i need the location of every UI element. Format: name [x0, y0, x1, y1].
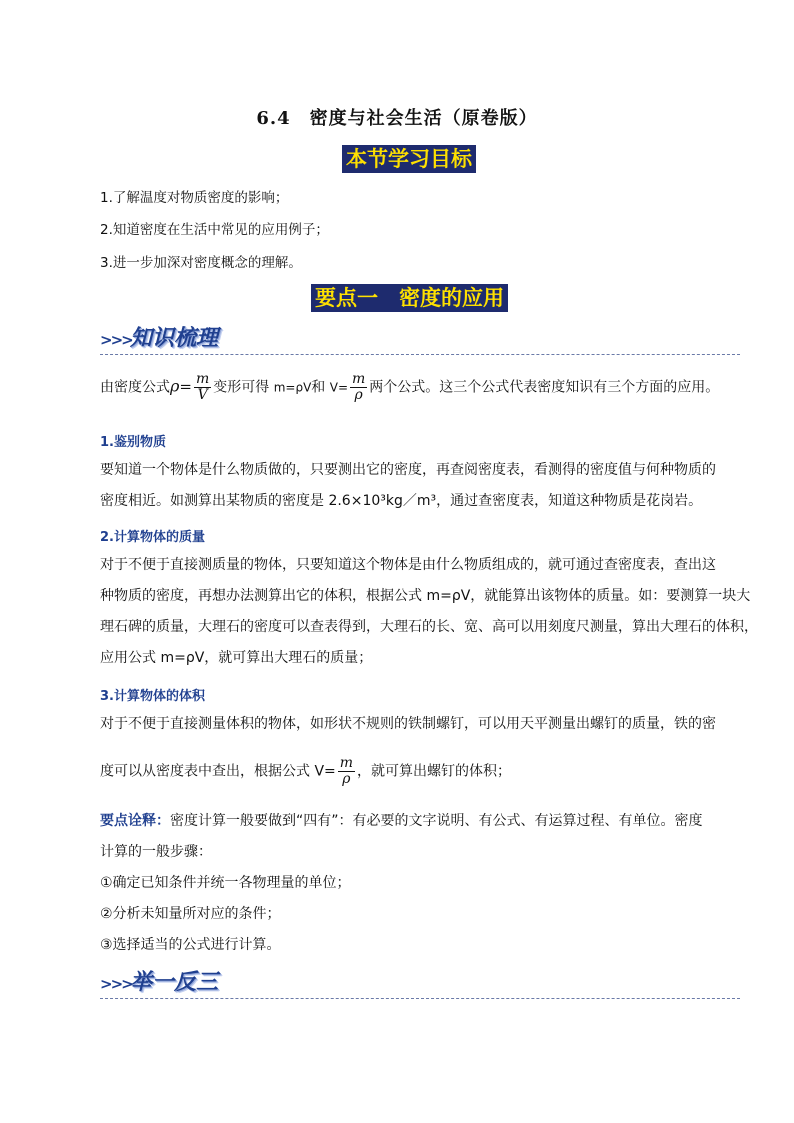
heading-calc-mass: 2.计算物体的质量	[100, 530, 205, 545]
triple-arrow-icon: >>>	[100, 331, 132, 349]
line-suffix: ，就可算出螺钉的体积；	[357, 763, 512, 780]
paragraph-calc-mass	[100, 550, 758, 674]
key-notes-label: 要点诠释：	[100, 813, 170, 829]
denominator: V	[197, 387, 208, 403]
examples-section-header	[100, 964, 740, 999]
step-item: ②分析未知量所对应的条件；	[100, 906, 281, 922]
step-item: ①确定已知条件并统一各物理量的单位；	[100, 875, 351, 891]
numerator: m	[339, 755, 354, 771]
learning-goals-banner: 本节学习目标	[342, 145, 476, 173]
paragraph-line: 密度相近。如测算出某物质的密度是 2.6×10³kg／m³，通过查密度表，知道这种物质是花岗岩。	[100, 493, 703, 509]
key-notes	[100, 806, 730, 961]
line-prefix: 度可以从密度表中查出，根据公式 V=	[100, 763, 336, 780]
heading-identify-substance: 1.鉴别物质	[100, 435, 166, 450]
heading-calc-volume: 3.计算物体的体积	[100, 689, 205, 704]
goal-item: 2.知道密度在生活中常见的应用例子；	[100, 222, 329, 238]
triple-arrow-icon: >>>	[100, 975, 132, 993]
paragraph-identify	[100, 455, 730, 517]
paragraph-line: 种物质的密度，再想办法测算出它的体积，根据公式 m=ρV，就能算出该物体的质量。如：要测算一块大	[100, 588, 751, 604]
formula-volume-lhs: V=	[329, 380, 349, 395]
denominator: ρ	[354, 387, 363, 403]
numerator: m	[195, 371, 210, 387]
formula-mass: m=ρV	[273, 380, 312, 395]
step-item: ③选择适当的公式进行计算。	[100, 937, 281, 953]
intro-suffix: 两个公式。这三个公式代表密度知识有三个方面的应用。	[369, 379, 720, 396]
paragraph-calc-volume-line2	[100, 756, 511, 787]
goal-item: 3.进一步加深对密度概念的理解。	[100, 255, 302, 271]
knowledge-section-header	[100, 320, 740, 355]
intro-and: 和	[311, 379, 326, 396]
key-notes-text: 密度计算一般要做到“四有”：有必要的文字说明、有公式、有运算过程、有单位。密度	[170, 813, 703, 829]
paragraph-line: 计算的一般步骤：	[100, 844, 212, 860]
fraction-m-over-rho	[350, 372, 367, 403]
rho-symbol: ρ	[170, 376, 180, 396]
section-title: 举一反三	[130, 969, 219, 995]
key-point-banner: 要点一 密度的应用	[311, 284, 508, 312]
paragraph-calc-volume-line1: 对于不便于直接测量体积的物体，如形状不规则的铁制螺钉，可以用天平测量出螺钉的质量，铁的密	[100, 716, 716, 732]
paragraph-line: 要知道一个物体是什么物质做的，只要测出它的密度，再查阅密度表，看测得的密度值与何种物质的	[100, 462, 716, 478]
fraction-m-over-rho	[338, 756, 355, 787]
key-notes-line1	[100, 806, 730, 837]
paragraph-line: 应用公式 m=ρV，就可算出大理石的质量；	[100, 650, 373, 666]
section-title: 知识梳理	[130, 325, 219, 351]
goal-item: 1.了解温度对物质密度的影响；	[100, 190, 289, 206]
intro-middle: 变形可得	[213, 379, 270, 396]
page-title: 6.4 密度与社会生活（原卷版）	[256, 108, 538, 129]
intro-prefix: 由密度公式	[100, 379, 170, 396]
paragraph-line: 理石碑的质量，大理石的密度可以查表得到，大理石的长、宽、高可以用刻度尺测量，算出大理石的体积，	[100, 619, 758, 635]
denominator: ρ	[342, 771, 351, 787]
fraction-m-over-v	[194, 372, 211, 403]
numerator: m	[352, 371, 366, 387]
equals-sign: =	[179, 377, 192, 396]
density-formula-intro	[100, 372, 719, 403]
paragraph-line: 对于不便于直接测质量的物体，只要知道这个物体是由什么物质组成的，就可通过查密度表，查出这	[100, 557, 716, 573]
